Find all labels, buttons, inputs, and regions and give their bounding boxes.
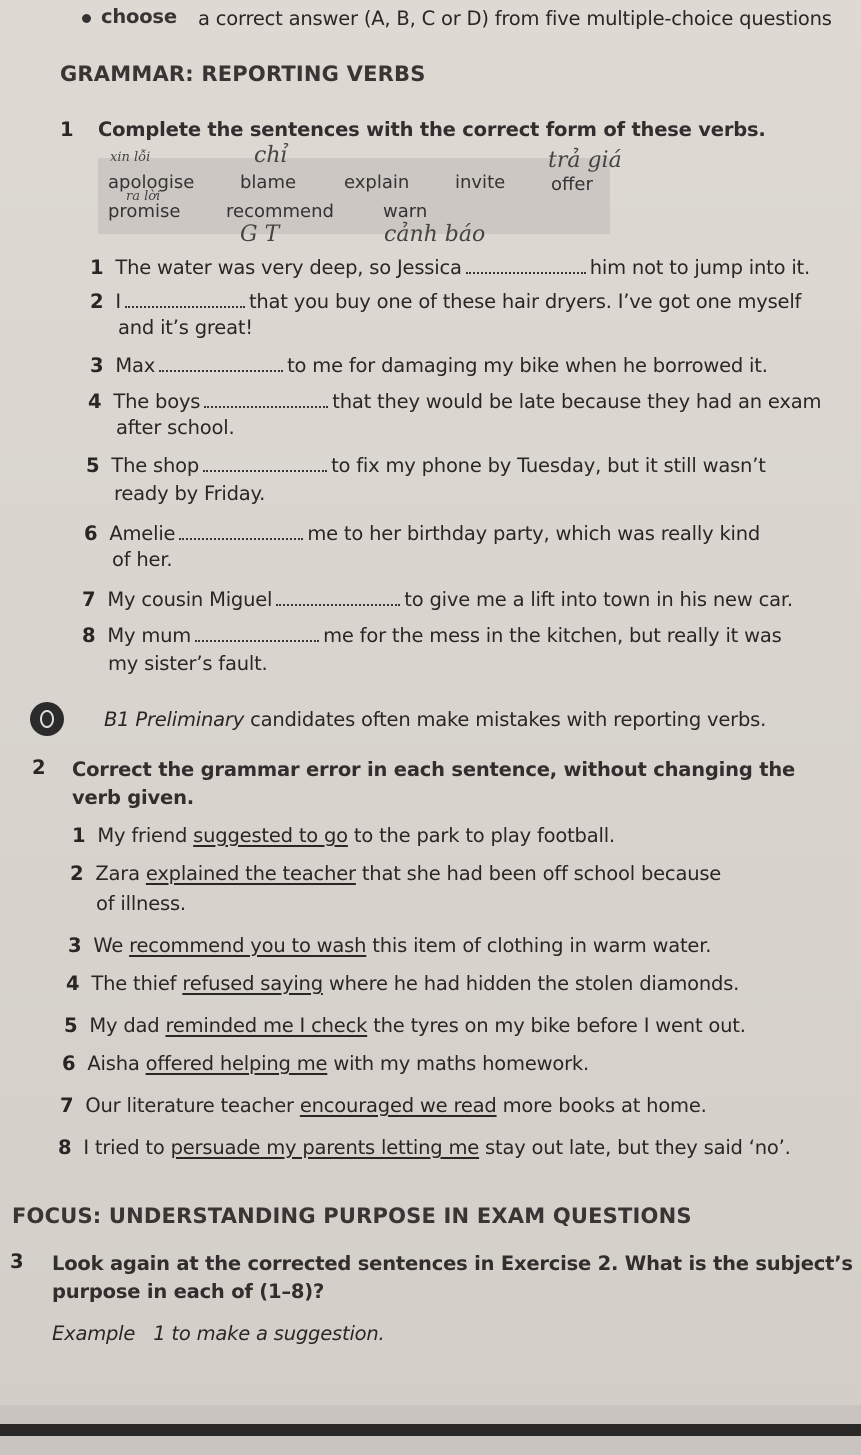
handwriting-note: G T [240, 222, 280, 247]
handwriting-note: ra lời [126, 189, 161, 204]
ex2-instruction-line-2: verb given. [72, 786, 194, 809]
page-bottom-rule [0, 1424, 861, 1436]
ex2-item-7: 7 Our literature teacher encouraged we read more books at home. [60, 1094, 707, 1117]
answer-blank[interactable] [195, 626, 319, 642]
ex2-instruction-line-1: Correct the grammar error in each sentence, without changing the [72, 758, 796, 781]
ex3-number: 3 [10, 1250, 24, 1273]
ex2-item-6: 6 Aisha offered helping me with my maths homework. [62, 1052, 590, 1075]
ex1-item-4-cont: after school. [116, 416, 235, 439]
top-bullet-text: a correct answer (A, B, C or D) from five multiple-choice questions [198, 7, 832, 30]
error-phrase: reminded me I check [165, 1014, 368, 1037]
bullet-icon [82, 14, 91, 23]
ex2-item-4: 4 The thief refused saying where he had hidden the stolen diamonds. [66, 972, 740, 995]
ex2-item-1: 1 My friend suggested to go to the park to play football. [72, 824, 615, 847]
error-phrase: recommend you to wash [129, 934, 367, 957]
verb-blame: blame [240, 172, 297, 193]
grammar-heading: GRAMMAR: REPORTING VERBS [60, 62, 426, 86]
error-phrase: explained the teacher [145, 862, 356, 885]
verb-promise: promise [108, 201, 181, 222]
ex2-item-2: 2 Zara explained the teacher that she had been off school because [70, 862, 722, 885]
verb-box [98, 158, 610, 234]
ex1-item-5: 5 The shop to fix my phone by Tuesday, but it still wasn’t [86, 454, 766, 477]
answer-blank[interactable] [466, 258, 586, 274]
ex1-item-6-cont: of her. [112, 548, 173, 571]
answer-blank[interactable] [125, 292, 245, 308]
answer-blank[interactable] [159, 356, 283, 372]
handwriting-note: chỉ [254, 143, 288, 168]
ex1-item-2: 2 I that you buy one of these hair dryers. I’ve got one myself [90, 290, 802, 313]
exam-tip: B1 Preliminary candidates often make mistakes with reporting verbs. [104, 708, 767, 731]
error-phrase: persuade my parents letting me [170, 1136, 480, 1159]
error-phrase: encouraged we read [299, 1094, 497, 1117]
handwriting-note: xin lỗi [110, 150, 151, 165]
answer-blank[interactable] [203, 456, 327, 472]
ex3-example: Example 1 to make a suggestion. [52, 1322, 385, 1345]
answer-blank[interactable] [276, 590, 400, 606]
verb-warn: warn [383, 201, 428, 222]
verb-invite: invite [455, 172, 506, 193]
answer-blank[interactable] [179, 524, 303, 540]
ex1-item-6: 6 Amelie me to her birthday party, which was really kind [84, 522, 761, 545]
ex2-item-2-cont: of illness. [96, 892, 186, 915]
error-phrase: suggested to go [193, 824, 348, 847]
ex1-item-3: 3 Max to me for damaging my bike when he borrowed it. [90, 354, 768, 377]
verb-apologise: apologise [108, 172, 195, 193]
ex3-instruction-line-1: Look again at the corrected sentences in Exercise 2. What is the subject’s [52, 1252, 853, 1275]
handwriting-note: cảnh báo [384, 222, 486, 247]
verb-recommend: recommend [226, 201, 334, 222]
error-phrase: refused saying [182, 972, 323, 995]
exam-tip-icon [30, 702, 64, 736]
answer-blank[interactable] [204, 392, 328, 408]
ex1-item-2-cont: and it’s great! [118, 316, 253, 339]
ex2-item-8: 8 I tried to persuade my parents letting me stay out late, but they said ‘no’. [58, 1136, 791, 1159]
ex1-item-7: 7 My cousin Miguel to give me a lift into town in his new car. [82, 588, 793, 611]
ex1-item-5-cont: ready by Friday. [114, 482, 266, 505]
verb-explain: explain [344, 172, 410, 193]
ex2-item-5: 5 My dad reminded me I check the tyres on my bike before I went out. [64, 1014, 746, 1037]
error-phrase: offered helping me [145, 1052, 328, 1075]
ex1-item-8: 8 My mum me for the mess in the kitchen, but really it was [82, 624, 782, 647]
ex1-instruction: Complete the sentences with the correct form of these verbs. [98, 118, 766, 141]
ex1-item-8-cont: my sister’s fault. [108, 652, 268, 675]
ex2-item-3: 3 We recommend you to wash this item of clothing in warm water. [68, 934, 712, 957]
ex1-number: 1 [60, 118, 74, 141]
top-bullet-label: choose [101, 5, 177, 28]
focus-heading: FOCUS: UNDERSTANDING PURPOSE IN EXAM QUESTIONS [12, 1204, 692, 1228]
ex2-number: 2 [32, 756, 46, 779]
verb-offer: offer [551, 174, 593, 195]
ex3-instruction-line-2: purpose in each of (1–8)? [52, 1280, 325, 1303]
ex1-item-1: 1 The water was very deep, so Jessica him not to jump into it. [90, 256, 810, 279]
ex1-item-4: 4 The boys that they would be late because they had an exam [88, 390, 822, 413]
handwriting-note: trả giá [548, 148, 622, 173]
